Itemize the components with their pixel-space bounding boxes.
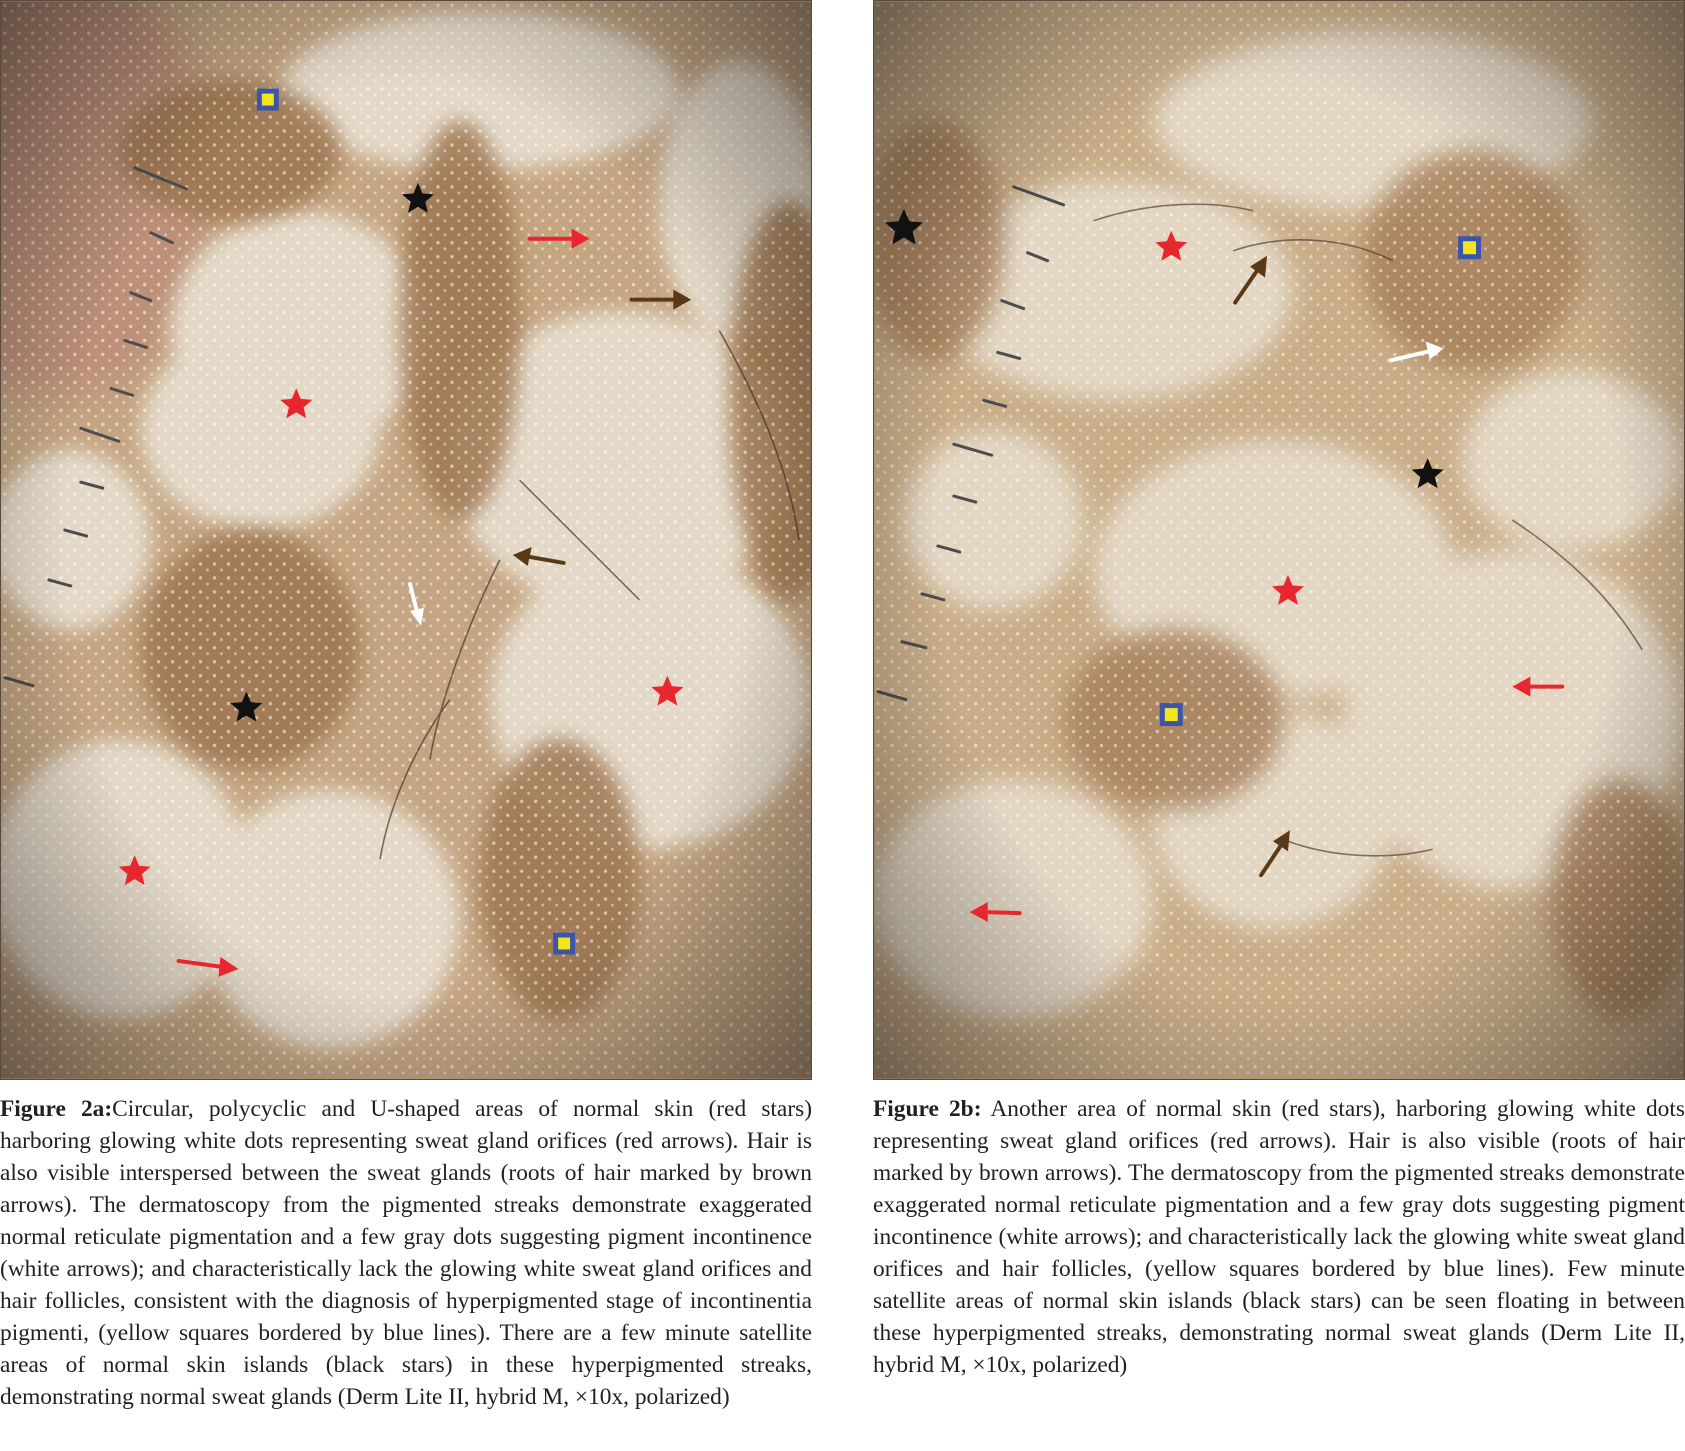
figure-2a-label: Figure 2a: bbox=[0, 1096, 113, 1122]
dermoscopy-image-2b bbox=[873, 0, 1685, 1080]
dermoscopy-image-2a bbox=[0, 0, 812, 1080]
figure-2b-label: Figure 2b: bbox=[873, 1096, 982, 1122]
figure-2b-caption-text: Another area of normal skin (red stars), harboring glowing white dots representing sweat gland orifices (red arrows). Hair is also visible (roots of hair marked by brown arrows). The dermatoscopy from the pigmented streaks demonstrate exaggerated normal reticulate pigmentation and a few gray dots suggesting pigment incontinence (white arrows); and characteristically lack the glowing white sweat gland orifices and hair follicles, (yellow squares bordered by blue lines). Few minute satellite areas of normal skin islands (black stars) can be seen floating in between these hyperpigmented streaks, demonstrating normal sweat glands (Derm Lite II, hybrid M, ×10x, polarized) bbox=[873, 1096, 1685, 1378]
dermoscopy-image-2b-svg bbox=[874, 1, 1684, 1079]
yellow-square-marker bbox=[259, 91, 276, 108]
figure-2a-caption bbox=[0, 1093, 812, 1413]
figure-2a-caption-text: Circular, polycyclic and U-shaped areas of normal skin (red stars) harboring glowing white dots representing sweat gland orifices (red arrows). Hair is also visible interspersed between the sweat glands (roots of hair marked by brown arrows). The dermatoscopy from the pigmented streaks demonstrate exaggerated normal reticulate pigmentation and a few gray dots suggesting pigment incontinence (white arrows); and characteristically lack the glowing white sweat gland orifices and hair follicles, consistent with the diagnosis of hyperpigmented stage of incontinentia pigmenti, (yellow squares bordered by blue lines). There are a few minute satellite areas of normal skin islands (black stars) in these hyperpigmented streaks, demonstrating normal sweat glands (Derm Lite II, hybrid M, ×10x, polarized) bbox=[0, 1096, 812, 1410]
yellow-square-marker bbox=[556, 935, 573, 952]
yellow-square-marker bbox=[1162, 706, 1180, 724]
figure-2b-caption bbox=[873, 1093, 1685, 1381]
dermoscopy-image-2a-svg bbox=[1, 1, 811, 1079]
yellow-square-marker bbox=[1461, 239, 1479, 257]
